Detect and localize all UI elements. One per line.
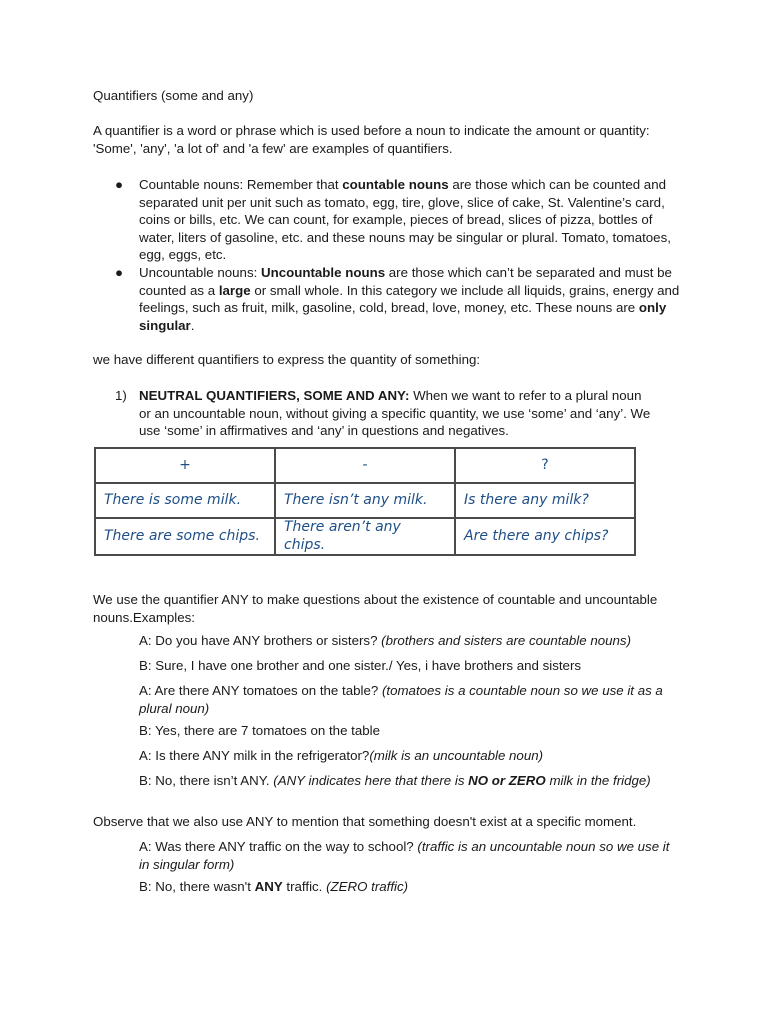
intro-paragraph: A quantifier is a word or phrase which is used before a noun to indicate the amount or quantity: 'Some', 'any', 'a lot of' and 'a few' are examples of quantifiers. <box>93 123 650 156</box>
header-affirmative: + <box>95 448 275 483</box>
quantifiers-intro: we have different quantifiers to express the quantity of something: <box>93 352 481 367</box>
example-line: A: Do you have ANY brothers or sisters? (brothers and sisters are countable nouns) <box>139 633 631 648</box>
noun-types-list <box>93 176 683 334</box>
header-question: ? <box>455 448 635 483</box>
table-row <box>95 483 635 518</box>
example-line: A: Are there ANY tomatoes on the table? (tomatoes is a countable noun so we use it as a plural noun) <box>139 683 663 716</box>
list-item-uncountable: ● Uncountable nouns: Uncountable nouns are those which can’t be separated and must be counted as a large or small whole. In this category we include all liquids, grains, energy and feelings, such as fruit, milk, gasoline, cold, bread, love, money, etc. These nouns are only singular. <box>115 264 680 333</box>
table-row <box>95 518 635 555</box>
table-cell: Are there any chips? <box>455 518 635 555</box>
numbered-list <box>93 387 653 440</box>
bullet-icon: ● <box>115 177 124 192</box>
table-cell: There isn’t any milk. <box>275 483 455 518</box>
observe-paragraph: Observe that we also use ANY to mention that something doesn't exist at a specific moment. <box>93 814 637 829</box>
list-item-countable: ● Countable nouns: Remember that countable nouns are those which can be counted and separated unit per unit such as tomato, egg, tire, glove, slice of cake, St. Valentine’s card, coins or bills, etc. We can count, for example, pieces of bread, slices of pizza, bottles of water, liters of gasoline, etc. and these nouns may be singular or plural. Tomato, tomatoes, egg, eggs, etc. <box>115 177 671 263</box>
table-cell: There aren’t any chips. <box>275 518 455 555</box>
example-line: B: No, there wasn't ANY traffic. (ZERO traffic) <box>139 879 409 894</box>
table-cell: Is there any milk? <box>455 483 635 518</box>
example-line: B: Sure, I have one brother and one sister./ Yes, i have brothers and sisters <box>139 658 582 673</box>
list-item-neutral-quantifiers: 1) NEUTRAL QUANTIFIERS, SOME AND ANY: When we want to refer to a plural noun or an uncountable noun, without giving a specific quantity, we use ‘some’ and ‘any’. We use ‘some’ in affirmatives and ‘any’ in questions and negatives. <box>115 388 651 439</box>
table-header-row <box>95 448 635 483</box>
example-line: B: Yes, there are 7 tomatoes on the table <box>139 723 380 738</box>
example-line: A: Is there ANY milk in the refrigerator?(milk is an uncountable noun) <box>139 748 544 763</box>
table-cell: There are some chips. <box>95 518 275 555</box>
example-line: A: Was there ANY traffic on the way to school? (traffic is an uncountable noun so we use it in singular form) <box>139 839 670 872</box>
any-questions-paragraph: We use the quantifier ANY to make questions about the existence of countable and uncountable nouns.Examples: <box>93 592 658 625</box>
example-line: B: No, there isn’t ANY. (ANY indicates here that there is NO or ZERO milk in the fridge) <box>139 773 651 788</box>
page-title: Quantifiers (some and any) <box>93 88 254 103</box>
header-negative: - <box>275 448 455 483</box>
some-any-table <box>94 447 636 556</box>
bullet-icon: ● <box>115 264 124 280</box>
table-cell: There is some milk. <box>95 483 275 518</box>
